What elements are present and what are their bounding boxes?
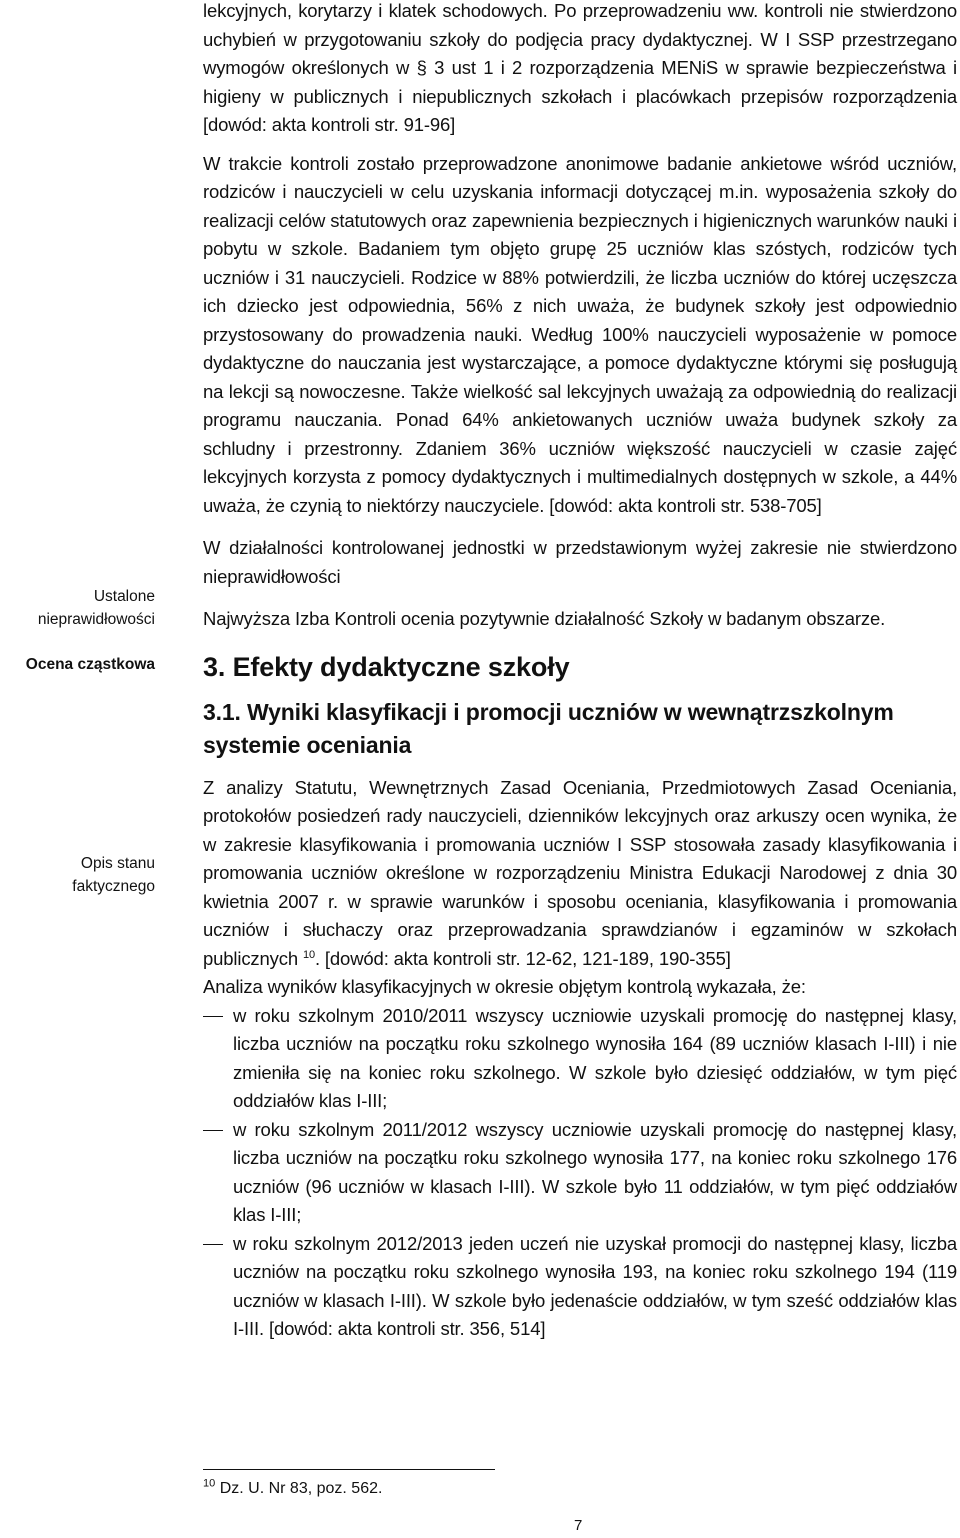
footnote-reference[interactable]: 10 <box>303 948 315 961</box>
paragraph-analysis-lead: Analiza wyników klasyfikacyjnych w okresie objętym kontrolą wykazała, że: <box>203 976 806 997</box>
margin-label-partial-assessment: Ocena cząstkowa <box>25 656 155 673</box>
list-item-text: w roku szkolnym 2010/2011 wszyscy uczniowie uzyskali promocję do następnej klasy, liczba uczniów na początku roku szkolnego wynosiła 164 (89 uczniów klasach I-III) i nie zmieniła się na koniec roku szkolnego. W szkole było dziesięć oddziałów, w tym pięć oddziałów klas I-III; <box>233 1004 957 1111</box>
paragraph-analysis-evidence: . [dowód: akta kontroli str. 12-62, 121-189, 190-355] <box>314 947 731 969</box>
list-item-text: w roku szkolnym 2011/2012 wszyscy uczniowie uzyskali promocję do następnej klasy, liczba uczniów na początku roku szkolnego wynosiła 177, na koniec roku szkolnego 176 uczniów (96 uczniów w klasach I-III). W szkole było 11 oddziałów, w tym pięć oddziałów klas I-III; <box>233 1118 957 1225</box>
footnote <box>203 1478 382 1500</box>
results-list <box>203 1002 957 1344</box>
paragraph-survey: W trakcie kontroli zostało przeprowadzone anonimowe badanie ankietowe wśród uczniów, rodziców i nauczycieli w celu uzyskania informacji dotyczącej m.in. wyposażenia szkoły do realizacji celów statutowych oraz zapewnienia bezpiecznych i higienicznych warunków nauki i pobytu w szkole. Badaniem tym objęto grupę 25 uczniów klas szóstych, rodziców tych uczniów i 31 nauczycieli. Rodzice w 88% potwierdzili, że liczba uczniów do której uczęszcza ich dziecko jest odpowiednia, 56% z nich uważa, że budynek szkoły jest odpowiednio przystosowany do prowadzenia nauki. Według 100% nauczycieli wyposażenie w pomoce dydaktyczne do nauczania jest wystarczające, a pomoce dydaktyczne którymi się posługują na lekcji są nowoczesne. Także wielkość sal lekcyjnych uważają za odpowiednią do realizacji programu nauczania. Ponad 64% ankietowanych uczniów uważa budynek szkoły za schludny i przestronny. Zdaniem 36% uczniów większość nauczycieli w czasie zajęć lekcyjnych korzysta z pomocy dydaktycznych i multimedialnych dostępnych w szkole, a 44% uważa, że czynią to niektórzy nauczyciele. [dowód: akta kontroli str. 538-705] <box>203 152 957 516</box>
section-heading-3: 3. Efekty dydaktyczne szkoły <box>203 651 570 682</box>
list-item <box>203 1230 957 1344</box>
footnote-separator <box>203 1469 495 1470</box>
paragraph-safety-compliance: lekcyjnych, korytarzy i klatek schodowych. Po przeprowadzeniu ww. kontroli nie stwierdzono uchybień w przygotowaniu szkoły do podjęcia pracy dydaktycznej. W I SSP przestrzegano wymogów określonych w § 3 ust 1 i 2 rozporządzenia MENiS w sprawie bezpieczeństwa i higieny w publicznych i niepublicznych szkołach i placówkach przepisów rozporządzenia [dowód: akta kontroli str. 91-96] <box>203 0 957 135</box>
section-heading-3-1: 3.1. Wyniki klasyfikacji i promocji uczniów w wewnątrzszkolnym systemie oceniania <box>203 698 894 758</box>
paragraph-assessment: Najwyższa Izba Kontroli ocenia pozytywnie działalność Szkoły w badanym obszarze. <box>203 608 886 629</box>
page-number: 7 <box>574 1517 583 1534</box>
list-item <box>203 1002 957 1116</box>
list-item <box>203 1116 957 1230</box>
paragraph-no-irregularities: W działalności kontrolowanej jednostki w przedstawionym wyżej zakresie nie stwierdzono nieprawidłowości <box>203 537 957 587</box>
main-content <box>203 0 957 1344</box>
paragraph-analysis-text: Z analizy Statutu, Wewnętrznych Zasad Oceniania, Przedmiotowych Zasad Oceniania, protokołów posiedzeń rady nauczycieli, dzienników lekcyjnych oraz arkuszy ocen wynika, że w zakresie klasyfikowania i promowania uczniów I SSP stosowała zasady klasyfikowania i promowania uczniów określone w rozporządzeniu Ministra Edukacji Narodowej z dnia 30 kwietnia 2007 r. w sprawie warunków i sposobu oceniania, klasyfikowania i promowania uczniów i słuchaczy oraz przeprowadzania sprawdzianów i egzaminów w szkołach publicznych <box>203 776 957 969</box>
dash-bullet-icon <box>203 1130 223 1132</box>
footnote-text: Dz. U. Nr 83, poz. 562. <box>215 1480 383 1497</box>
margin-label-factual-state: Opis stanu faktycznego <box>72 855 155 895</box>
margin-label-irregularities: Ustalone nieprawidłowości <box>37 588 155 628</box>
dash-bullet-icon <box>203 1016 223 1018</box>
paragraph-analysis <box>203 774 957 974</box>
dash-bullet-icon <box>203 1244 223 1246</box>
list-item-text: w roku szkolnym 2012/2013 jeden uczeń nie uzyskał promocji do następnej klasy, liczba uczniów na początku roku szkolnego wynosiła 193, na koniec roku szkolnego 194 (119 uczniów w klasach I-III). W szkole było jedenaście oddziałów, w tym sześć oddziałów klas I-III. [dowód: akta kontroli str. 356, 514] <box>233 1232 957 1339</box>
footnote-number: 10 <box>203 1477 216 1490</box>
